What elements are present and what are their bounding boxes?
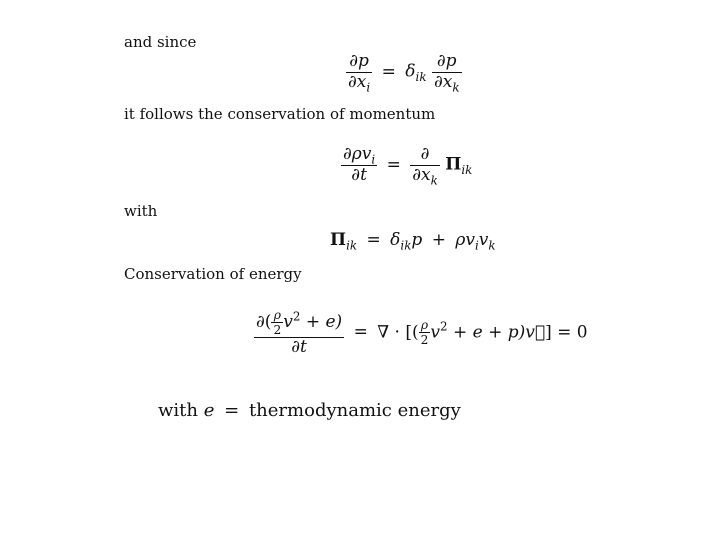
numerator: ∂ [410, 145, 440, 166]
numerator [254, 308, 344, 338]
divergence-operator: ∇ · [( [377, 322, 419, 343]
pressure-var: p [411, 230, 423, 250]
energy-var: e [203, 400, 215, 421]
equals-sign: = [353, 322, 368, 343]
numerator: ∂p [432, 52, 462, 73]
fraction-energy-time [254, 308, 344, 358]
velocity-var: v [283, 312, 293, 333]
denominator [410, 166, 440, 186]
fraction-dp-dxi [346, 52, 372, 92]
velocity-vector: v⃗ [525, 322, 546, 343]
with-word: with [158, 400, 198, 421]
text-thermodynamic-energy [158, 402, 461, 420]
rho: ρ [419, 318, 431, 333]
velocity-subscript: k [488, 238, 496, 253]
den-sub: i [366, 79, 371, 94]
square: 2 [292, 309, 301, 324]
kronecker-delta: δ [390, 230, 401, 250]
thermodynamic-energy-label: thermodynamic energy [248, 400, 461, 421]
square: 2 [440, 319, 448, 334]
fraction-rho-half [271, 308, 283, 337]
delta-subscript: ik [400, 238, 412, 253]
pi-subscript: ik [461, 162, 473, 177]
denominator [346, 73, 372, 93]
den-var: ∂x [412, 164, 431, 185]
denominator: ∂t [291, 337, 307, 358]
rho-v-subscript: i [474, 238, 479, 253]
equals-sign: = [386, 154, 401, 175]
equation-energy [254, 308, 588, 358]
equation-momentum-flux [330, 230, 496, 253]
energy-terms: + e + p) [452, 322, 526, 343]
text-conservation-momentum: it follows the conservation of momentum [124, 105, 436, 123]
text-conservation-energy: Conservation of energy [124, 265, 302, 283]
pi-subscript: ik [346, 238, 358, 253]
num-sub: i [371, 152, 376, 167]
fraction-rho-half-2 [419, 318, 431, 347]
num-open: ∂( [256, 312, 272, 333]
den-sub: k [430, 172, 438, 187]
velocity-var: v [478, 230, 489, 250]
plus-sign: + [431, 230, 446, 250]
equals-sign: = [366, 230, 381, 250]
text-with: with [124, 202, 158, 220]
equation-pressure-gradient [346, 52, 462, 92]
delta-subscript: ik [415, 69, 427, 84]
equation-momentum [341, 145, 472, 185]
fraction-d-dxk [410, 145, 440, 185]
momentum-flux-tensor: Π [330, 230, 347, 250]
denominator [432, 73, 462, 93]
fraction-dp-dxk [432, 52, 462, 92]
plus-e: + e) [305, 312, 343, 333]
equation-close: ] = 0 [545, 322, 588, 343]
den-var: ∂x [348, 71, 367, 92]
numerator: ∂p [346, 52, 372, 73]
rho-v: ρv [455, 230, 475, 250]
equals-sign: = [224, 400, 240, 421]
den-sub: k [452, 79, 460, 94]
kronecker-delta: δ [405, 61, 416, 82]
momentum-flux-tensor: Π [445, 154, 462, 175]
velocity-var: v [430, 322, 440, 343]
num-var: ∂ρv [343, 144, 372, 164]
den-var: ∂x [433, 71, 453, 92]
two: 2 [273, 323, 282, 338]
text-and-since: and since [124, 33, 197, 51]
denominator: ∂t [351, 164, 367, 185]
equals-sign: = [381, 61, 396, 82]
rho: ρ [271, 308, 283, 323]
numerator [341, 145, 377, 166]
two: 2 [420, 333, 429, 348]
fraction-drhovi-dt [341, 145, 377, 185]
